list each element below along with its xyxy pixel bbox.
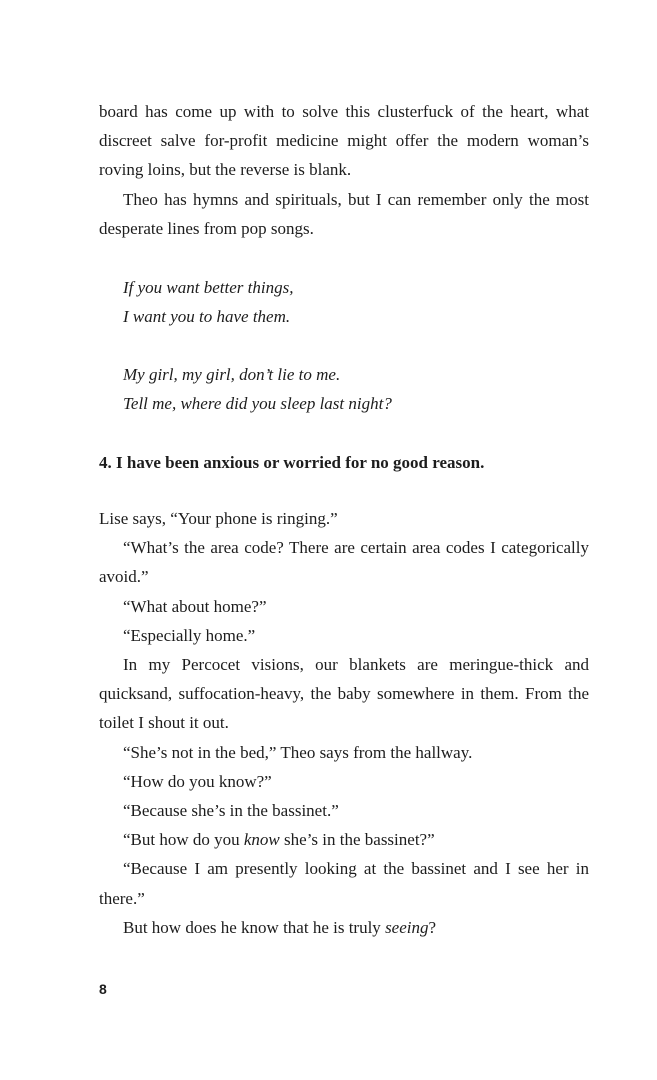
text-run: she’s in the bassinet?” [279,830,435,849]
text-line: “Because she’s in the bassinet.” [123,801,339,820]
text-line: “She’s not in the bed,” Theo says from the hallway. [123,743,473,762]
text-run: But how does he know that he is truly [123,918,386,937]
text-line: desperate lines from pop songs. [99,219,314,238]
text-line [123,918,436,938]
emphasis-text: know [243,830,280,849]
text-line [123,830,435,850]
page-number: 8 [99,981,107,997]
text-line: Lise says, “Your phone is ringing.” [99,509,338,528]
lyric-line: My girl, my girl, don’t lie to me. [123,365,341,384]
text-line: avoid.” [99,567,149,586]
emphasis-text: seeing [385,918,429,937]
text-line: discreet salve for-profit medicine might offer the modern woman’s [99,131,589,150]
lyric-line: If you want better things, [123,278,294,297]
text-line: “Because I am presently looking at the bassinet and I see her in [123,859,589,878]
lyric-line: I want you to have them. [123,307,291,326]
text-line: “What’s the area code? There are certain area codes I categorically [123,538,589,557]
text-line: “What about home?” [123,597,267,616]
text-line: roving loins, but the reverse is blank. [99,160,352,179]
text-line: “Especially home.” [123,626,256,645]
text-run: “But how do you [123,830,244,849]
text-line: there.” [99,889,145,908]
text-line: quicksand, suffocation-heavy, the baby somewhere in them. From the [99,684,589,703]
text-run: ? [428,918,437,937]
text-line: toilet I shout it out. [99,713,229,732]
text-line: In my Percocet visions, our blankets are meringue-thick and [123,655,589,674]
heading-text: 4. I have been anxious or worried for no good reason. [99,453,485,472]
text-line: board has come up with to solve this clusterfuck of the heart, what [99,102,589,121]
text-line: “How do you know?” [123,772,272,791]
lyric-line: Tell me, where did you sleep last night? [123,394,392,413]
text-line: Theo has hymns and spirituals, but I can remember only the most [123,190,589,209]
